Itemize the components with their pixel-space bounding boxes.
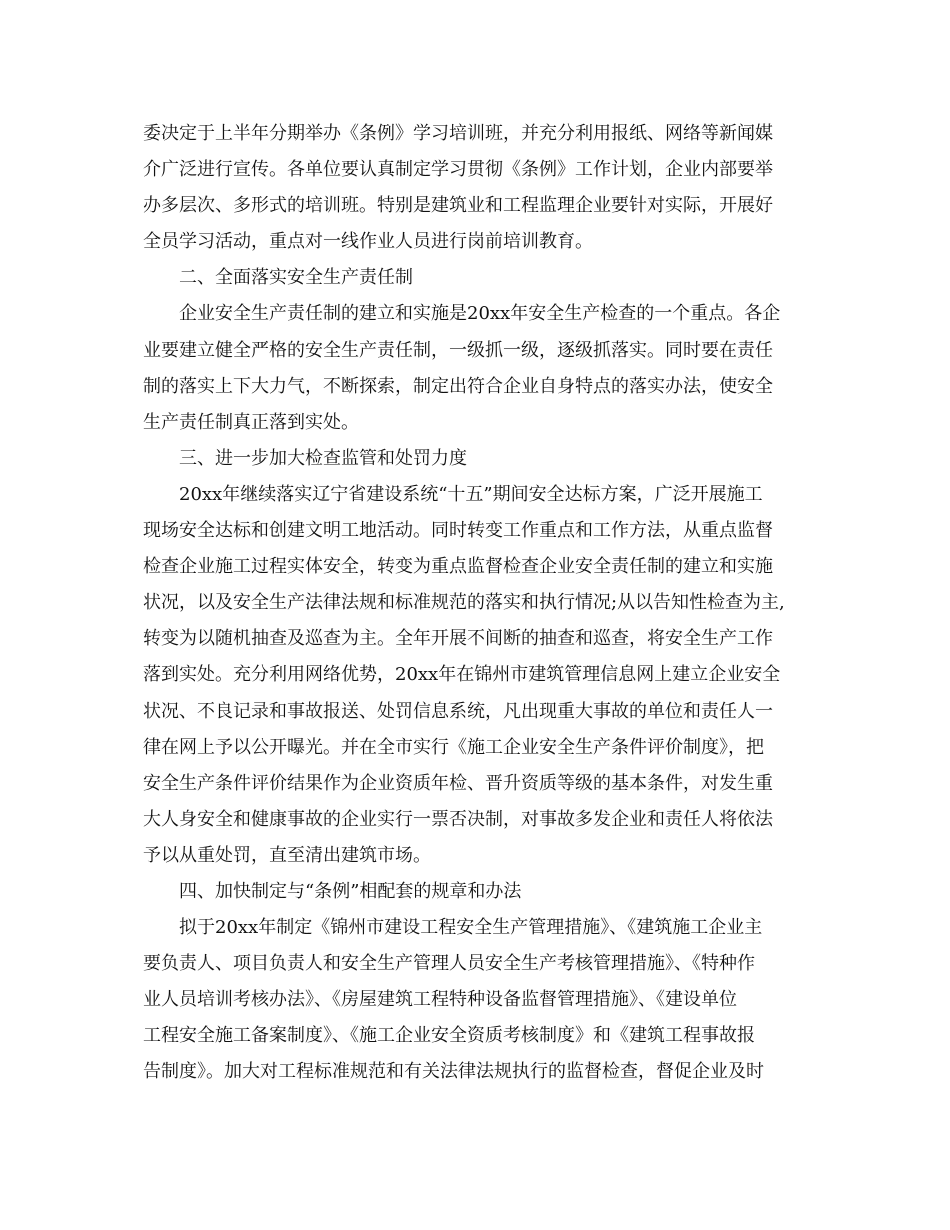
text-line: 状况，以及安全生产法律法规和标准规范的落实和执行情况;从以告知性检查为主, <box>143 592 785 614</box>
text-line: 状况、不良记录和事故报送、处罚信息系统，凡出现重大事故的单位和责任人一 <box>143 700 773 722</box>
text-line: 律在网上予以公开曝光。并在全市实行《施工企业安全生产条件评价制度》，把 <box>143 736 764 758</box>
text-line: 告制度》。加大对工程标准规范和有关法律法规执行的监督检查，督促企业及时 <box>143 1061 764 1083</box>
document-body <box>143 116 815 1091</box>
text-line: 落到实处。充分利用网络优势，20xx年在锦州市建筑管理信息网上建立企业安全 <box>143 664 781 686</box>
text-line: 要负责人、项目负责人和安全生产管理人员安全生产考核管理措施》、《特种作 <box>143 953 755 975</box>
text-line: 大人身安全和健康事故的企业实行一票否决制，对事故多发企业和责任人将依法 <box>143 808 773 830</box>
section-heading: 四、加快制定与“条例”相配套的规章和办法 <box>179 880 522 902</box>
text-line: 制的落实上下大力气，不断探索，制定出符合企业自身特点的落实办法，使安全 <box>143 375 773 397</box>
paragraph-first-line: 拟于20xx年制定《锦州市建设工程安全生产管理措施》、《建筑施工企业主 <box>179 917 763 939</box>
paragraph-first-line: 企业安全生产责任制的建立和实施是20xx年安全生产检查的一个重点。各企 <box>179 303 781 325</box>
text-line: 转变为以随机抽查及巡查为主。全年开展不间断的抽查和巡查，将安全生产工作 <box>143 628 773 650</box>
text-line: 办多层次、多形式的培训班。特别是建筑业和工程监理企业要针对实际，开展好 <box>143 195 773 217</box>
text-line: 安全生产条件评价结果作为企业资质年检、晋升资质等级的基本条件，对发生重 <box>143 772 773 794</box>
text-line: 全员学习活动，重点对一线作业人员进行岗前培训教育。 <box>143 231 593 253</box>
paragraph-first-line: 20xx年继续落实辽宁省建设系统“十五”期间安全达标方案，广泛开展施工 <box>179 483 763 505</box>
text-line: 委决定于上半年分期举办《条例》学习培训班，并充分利用报纸、网络等新闻媒 <box>143 123 773 144</box>
text-line: 予以从重处罚，直至清出建筑市场。 <box>143 844 431 866</box>
text-line: 生产责任制真正落到实处。 <box>143 411 359 433</box>
text-line: 业要建立健全严格的安全生产责任制，一级抓一级，逐级抓落实。同时要在责任 <box>143 339 773 361</box>
section-heading: 二、全面落实安全生产责任制 <box>179 267 413 289</box>
section-heading: 三、进一步加大检查监管和处罚力度 <box>179 447 467 469</box>
text-line: 业人员培训考核办法》、《房屋建筑工程特种设备监督管理措施》、《建设单位 <box>143 989 737 1011</box>
text-line: 检查企业施工过程实体安全，转变为重点监督检查企业安全责任制的建立和实施 <box>143 556 773 578</box>
text-line: 介广泛进行宣传。各单位要认真制定学习贯彻《条例》工作计划，企业内部要举 <box>143 159 773 181</box>
text-line: 工程安全施工备案制度》、《施工企业安全资质考核制度》和《建筑工程事故报 <box>143 1025 755 1047</box>
text-line: 现场安全达标和创建文明工地活动。同时转变工作重点和工作方法，从重点监督 <box>143 520 773 542</box>
